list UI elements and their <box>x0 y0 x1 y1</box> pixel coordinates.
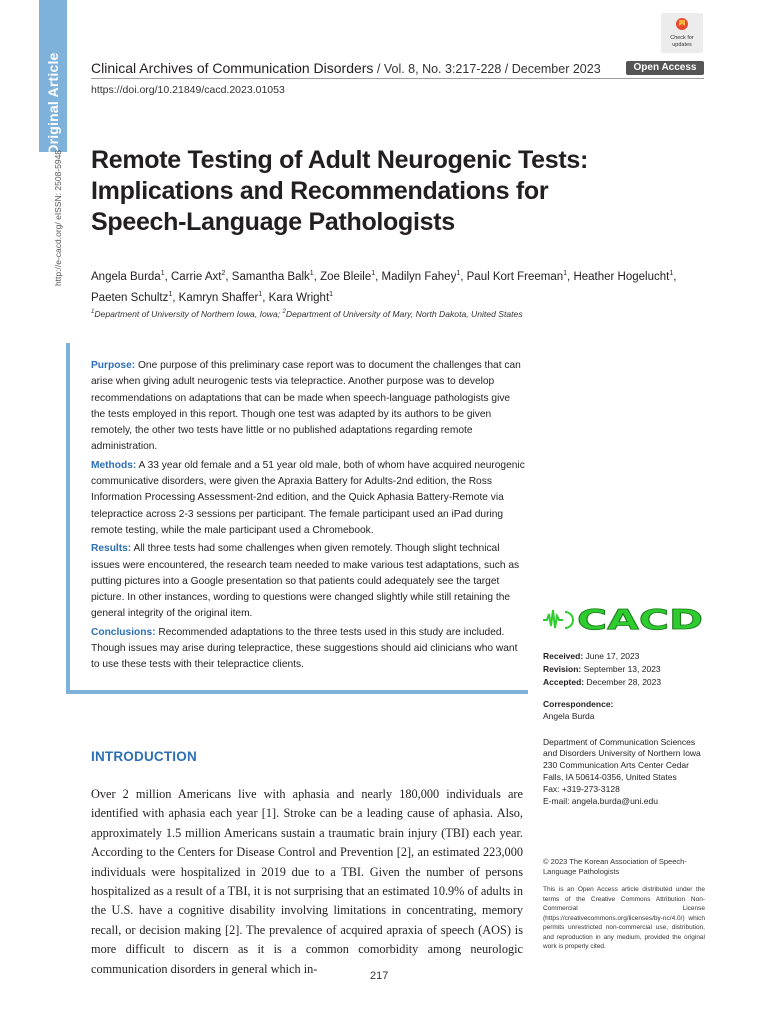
page-number: 217 <box>370 970 389 982</box>
address-line: Department of Communication Sciences <box>543 736 696 747</box>
abstract <box>91 358 527 676</box>
author-line-1 <box>91 265 691 286</box>
address-line: 230 Communication Arts Center Cedar <box>543 760 689 771</box>
author-line-2 <box>91 286 691 307</box>
email-link[interactable]: E-mail: angela.burda@uni.edu <box>543 795 658 806</box>
fax: Fax: +319-273-3128 <box>543 783 620 794</box>
cacd-logo <box>541 604 705 632</box>
cacd-logo-text: CACD <box>577 604 703 632</box>
section-heading-introduction: INTRODUCTION <box>91 749 197 764</box>
journal-citation <box>91 60 601 76</box>
article-dates <box>543 650 661 688</box>
author: Madilyn Fahey$^1$, <box>381 270 467 283</box>
abstract-side-bar <box>66 343 70 694</box>
doi-link[interactable]: https://doi.org/10.21849/cacd.2023.01053 <box>91 84 285 96</box>
article-type-label: Original Article <box>45 52 61 156</box>
abstract-purpose: Purpose: One purpose of this preliminary case report was to document the challenges that can arise when giving adult neurogenic tests via telepractice. Another purpose was to develop recommendations on adaptations that can be made when speech-language pathologists give the tests employed in this report. Though one test was adapted by its authors to be given remotely, the other two tests have little or no published adaptations regarding remote administration. <box>91 360 521 453</box>
author-list <box>91 265 691 307</box>
address-line: and Disorders University of Northern Iowa <box>543 748 701 759</box>
author: Samantha Balk$^1$, <box>231 270 321 283</box>
article-type-tab <box>39 0 67 156</box>
header-divider <box>91 78 704 79</box>
author: Kara Wright$^1$ <box>268 290 334 304</box>
license-notice: This is an Open Access article distributed under the terms of the Creative Commons Attribution Non-Commercial License (https://creativecommons.org/licenses/by-nc/4.0/) which permits unrestricted non-commercial use, distribution, and reproduction in any medium, provided the original work is properly cited. <box>543 886 705 950</box>
author: Zoe Bleile$^1$, <box>320 270 382 283</box>
author: Paul Kort Freeman$^1$, <box>466 270 574 283</box>
journal-issue: / Vol. 8, No. 3:217-228 / December 2023 <box>373 62 601 76</box>
received-date: Received: June 17, 2023 <box>543 651 640 661</box>
abstract-methods: Methods: A 33 year old female and a 51 year old male, both of whom have acquired neurogenic communicative disorders, were given the Apraxia Battery for Adults-2nd edition, the Ross Information Processing Assessment-2nd edition, and the Quick Aphasia Battery-Remote via telepractice across 2-3 sessions per participant. The female participant used an iPad during remote testing, while the male participant used a Chromebook. <box>91 459 525 536</box>
issn-line: http://e-cacd.org/ eISSN: 2508-5948 <box>53 149 63 287</box>
accepted-date: Accepted: December 28, 2023 <box>543 676 662 687</box>
correspondence-name: Angela Burda <box>543 710 595 721</box>
address-line: Falls, IA 50614-0356, United States <box>543 771 677 782</box>
affiliations: $^1$Department of University of Northern Iowa, Iowa; $^2$Department of University of Mary, North Dakota, United States <box>91 309 523 319</box>
author: Angela Burda$^1$, <box>91 270 171 283</box>
author: Heather Hogelucht$^1$, <box>573 270 677 283</box>
abstract-conclusions: Conclusions: Recommended adaptations to the three tests used in this study are included. Though issues may arise during telepractice, these suggestions should aid clinicians who want to use these tests with their telepractice clients. <box>91 626 518 671</box>
introduction-paragraph: Over 2 million Americans live with aphasia and nearly 180,000 individuals are identified with aphasia each year [1]. Stroke can be a leading cause of aphasia. Also, approximately 1.5 million Americans sustain a traumatic brain injury (TBI) each year. According to the Centers for Disease Control and Prevention [2], an estimated 223,000 individuals were hospitalized in 2019 due to a TBI. Given the number of persons hospitalized as a result of a TBI, it is not surprising that an estimated 10.9% of adults in the U.S. have a cognitive disability involving limitations in concentrating, memory recall, or decision making [2]. The prevalence of acquired apraxia of speech (AOS) is more difficult to discern as it is a common comorbidity among neurologic communication disorders in general which in- <box>91 787 523 976</box>
author: Paeten Schultz$^1$, <box>91 290 179 304</box>
check-for-updates-button[interactable] <box>661 13 703 53</box>
revision-date: Revision: September 13, 2023 <box>543 663 661 674</box>
correspondence-label: Correspondence: <box>543 699 614 709</box>
copyright-notice: © 2023 The Korean Association of Speech-Language Pathologists <box>543 857 687 876</box>
abstract-results: Results: All three tests had some challenges when given remotely. Though slight technical issues were encountered, the research team needed to make various test adaptations, such as putting pictures into a Google presentation so that patients could adequately see the target picture. In other instances, wording to questions were changed slightly while still retaining the general integrity of the original item. <box>91 543 520 620</box>
check-updates-icon <box>675 17 689 33</box>
check-updates-label: Check for updates <box>670 35 694 48</box>
open-access-badge: Open Access <box>626 61 704 75</box>
article-title: Remote Testing of Adult Neurogenic Tests: Implications and Recommendations for Speech-Language Pathologists <box>91 146 588 236</box>
abstract-bottom-rule <box>66 690 528 694</box>
journal-name: Clinical Archives of Communication Disorders <box>91 60 374 76</box>
author: Kamryn Shaffer$^1$, <box>178 290 269 304</box>
author: Carrie Axt$^2$, <box>171 270 232 283</box>
correspondence <box>543 699 708 807</box>
